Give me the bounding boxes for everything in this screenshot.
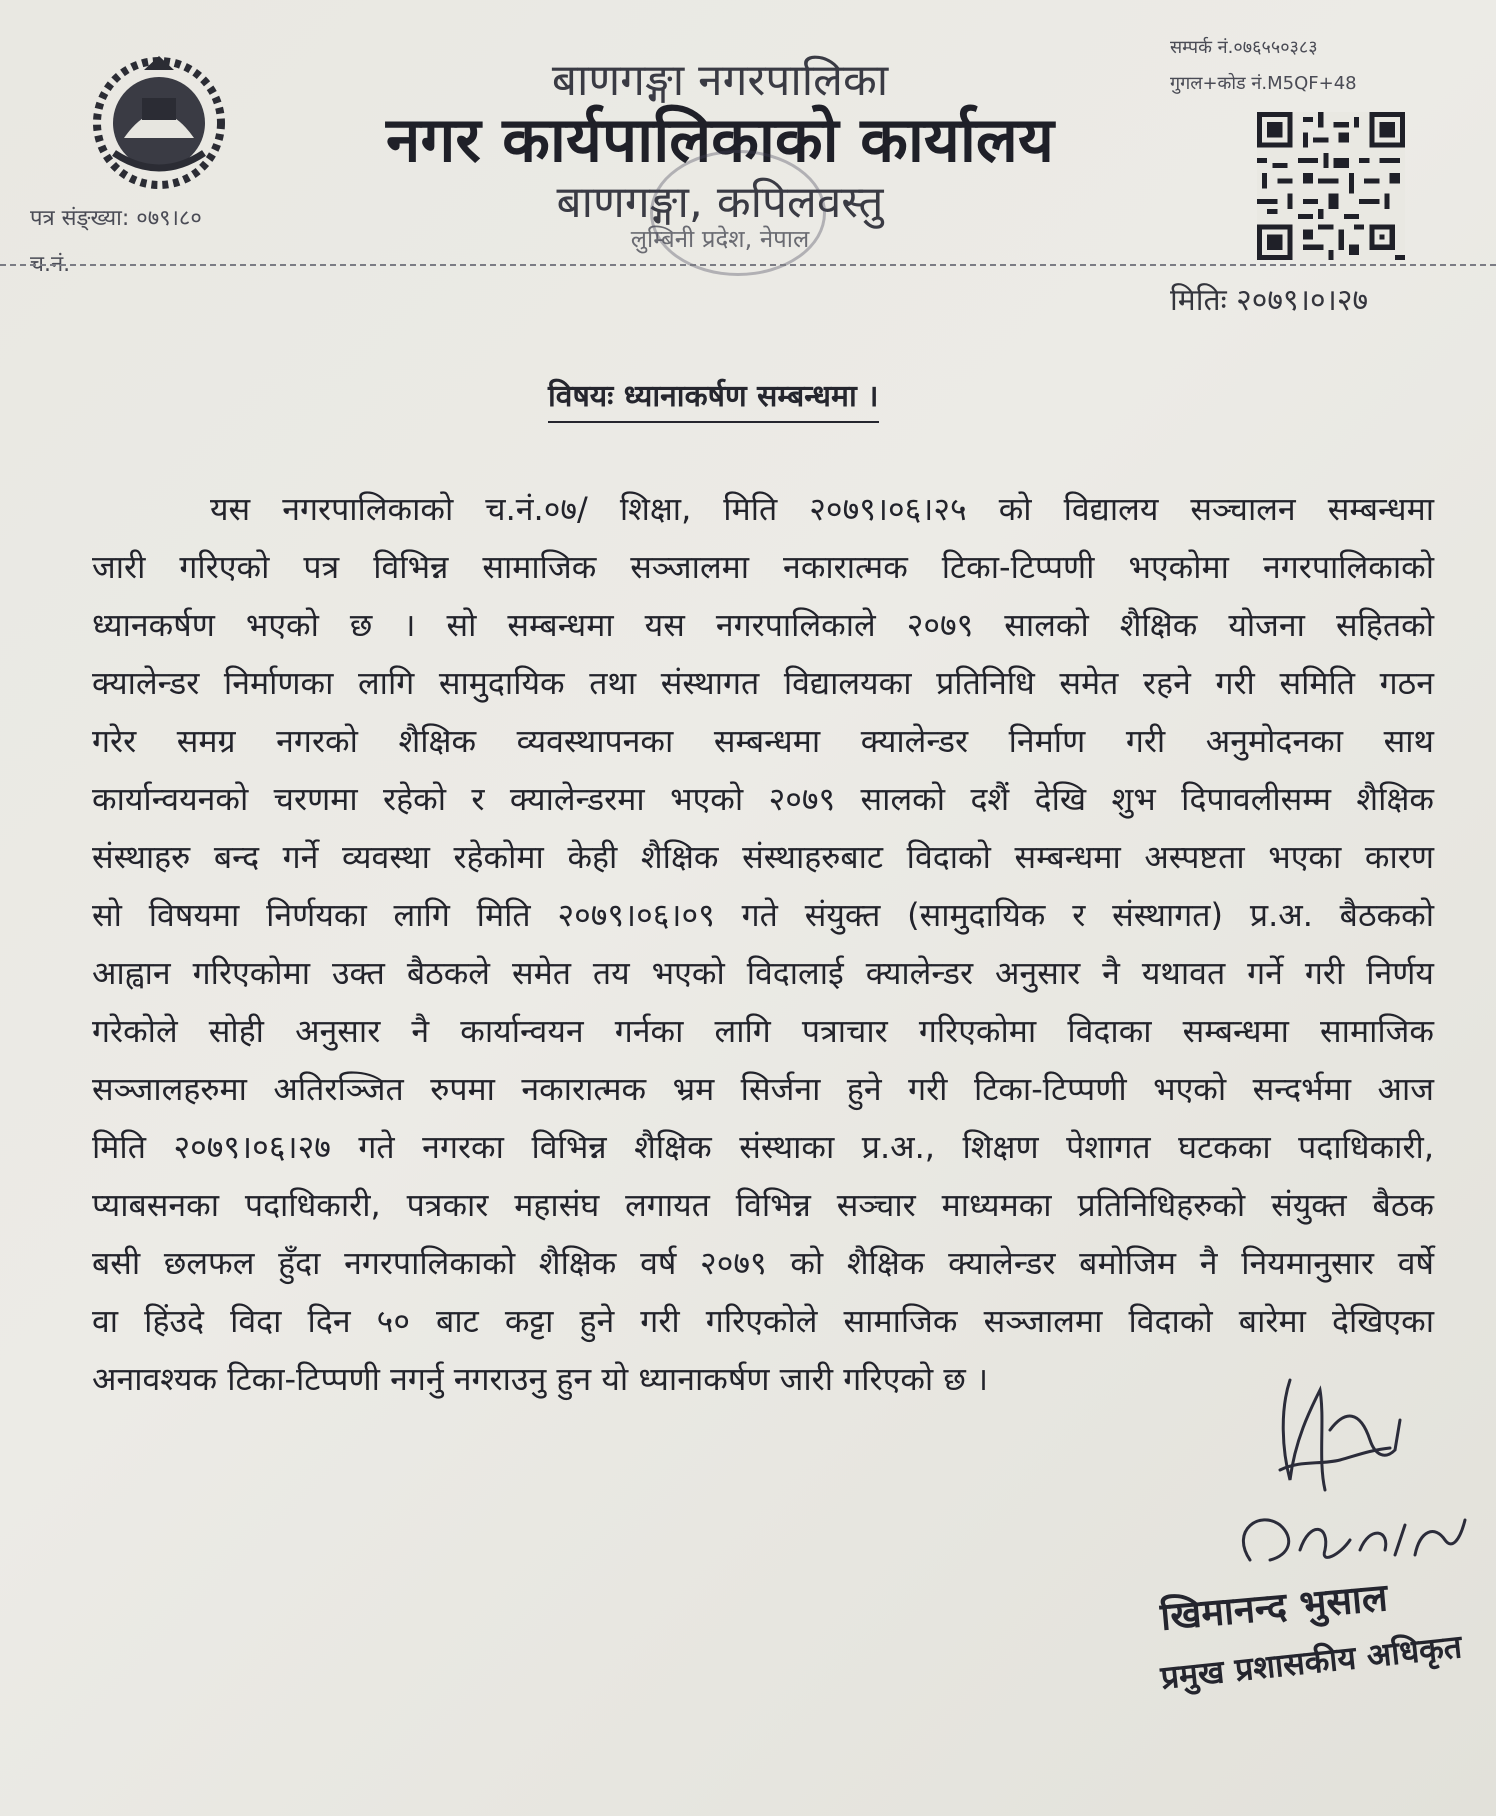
body-line: यस नगरपालिकाको च.नं.०७/ शिक्षा, मिति २०७९।०६।२५ को विद्यालय सञ्चालन सम्बन्धमा <box>210 490 1434 528</box>
body-line: ध्यानकर्षण भएको छ । सो सम्बन्धमा यस नगरपालिकाले २०७९ सालको शैक्षिक योजना सहितको <box>92 606 1434 644</box>
municipality-name: बाणगङ्गा नगरपालिका <box>551 55 889 106</box>
body-line: जारी गरिएको पत्र विभिन्न सामाजिक सञ्जालमा नकारात्मक टिका-टिप्पणी भएकोमा नगरपालिकाको <box>92 548 1434 586</box>
body-line: सो विषयमा निर्णयका लागि मिति २०७९।०६।०९ गते संयुक्त (सामुदायिक र संस्थागत) प्र.अ. बैठकको <box>92 896 1434 934</box>
office-location: बाणगङ्गा, कपिलवस्तु <box>556 177 884 228</box>
body-line: आह्वान गरिएकोमा उक्त बैठकले समेत तय भएको विदालाई क्यालेन्डर अनुसार नै यथावत गर्ने गरी निर्णय <box>92 954 1434 992</box>
body-line: अनावश्यक टिका-टिप्पणी नगर्नु नगराउनु हुन यो ध्यानाकर्षण जारी गरिएको छ । <box>92 1360 989 1398</box>
body-line: बसी छलफल हुँदा नगरपालिकाको शैक्षिक वर्ष २०७९ को शैक्षिक क्यालेन्डर बमोजिम नै नियमानुसार वर्षे <box>92 1244 1434 1282</box>
contact-phone: सम्पर्क नं.०७६५५०३८३ <box>1170 37 1318 58</box>
signatory-title: प्रमुख प्रशासकीय अधिकृत <box>1158 1627 1464 1697</box>
contact-plus-code: गुगल+कोड नं.M5QF+48 <box>1170 73 1357 94</box>
body-line: क्यालेन्डर निर्माणका लागि सामुदायिक तथा संस्थागत विद्यालयका प्रतिनिधि समेत रहने गरी समिति गठन <box>92 664 1434 702</box>
reference-block <box>30 196 202 288</box>
handwritten-signature <box>1220 1350 1496 1570</box>
office-province: लुम्बिनी प्रदेश, नेपाल <box>630 225 810 253</box>
body-line: कार्यान्वयनको चरणमा रहेको र क्यालेन्डरमा भएको २०७९ सालको दशैं देखि शुभ दिपावलीसम्म शैक्षिक <box>92 780 1434 818</box>
body-line: संस्थाहरु बन्द गर्ने व्यवस्था रहेकोमा केही शैक्षिक संस्थाहरुबाट विदाको सम्बन्धमा अस्पष्टता भएका कारण <box>92 838 1434 876</box>
signatory-name: खिमानन्द भुसाल <box>1158 1575 1390 1639</box>
letter-date: मितिः २०७९।०।२७ <box>1170 283 1369 318</box>
letter-subject: विषयः ध्यानाकर्षण सम्बन्धमा । <box>548 374 879 423</box>
letter-number: पत्र संङ्ख्या: ०७९।८० <box>30 206 202 231</box>
contact-block <box>1170 30 1357 102</box>
office-stamp <box>650 150 826 276</box>
body-line: सञ्जालहरुमा अतिरञ्जित रुपमा नकारात्मक भ्रम सिर्जना हुने गरी टिका-टिप्पणी भएको सन्दर्भमा आज <box>92 1070 1434 1108</box>
body-line: मिति २०७९।०६।२७ गते नगरका विभिन्न शैक्षिक संस्थाका प्र.अ., शिक्षण पेशागत घटकका पदाधिकारी, <box>92 1128 1434 1166</box>
body-line: वा हिंउदे विदा दिन ५० बाट कट्टा हुने गरी गरिएकोले सामाजिक सञ्जालमा विदाको बारेमा देखिएका <box>92 1302 1434 1340</box>
body-line: गरेकोले सोही अनुसार नै कार्यान्वयन गर्नका लागि पत्राचार गरिएकोमा विदाका सम्बन्धमा सामाजिक <box>92 1012 1434 1050</box>
letter-body <box>92 480 1434 1408</box>
qr-code <box>1250 112 1412 260</box>
body-line: गरेर समग्र नगरको शैक्षिक व्यवस्थापनका सम्बन्धमा क्यालेन्डर निर्माण गरी अनुमोदनका साथ <box>92 722 1434 760</box>
office-title: नगर कार्यपालिकाको कार्यालय <box>386 103 1054 176</box>
dispatch-number: च.नं. <box>30 252 71 277</box>
municipality-emblem-icon <box>84 48 234 198</box>
body-line: प्याबसनका पदाधिकारी, पत्रकार महासंघ लगायत विभिन्न सञ्चार माध्यमका प्रतिनिधिहरुको संयुक्त बैठक <box>92 1186 1434 1224</box>
header-divider <box>0 264 1496 266</box>
